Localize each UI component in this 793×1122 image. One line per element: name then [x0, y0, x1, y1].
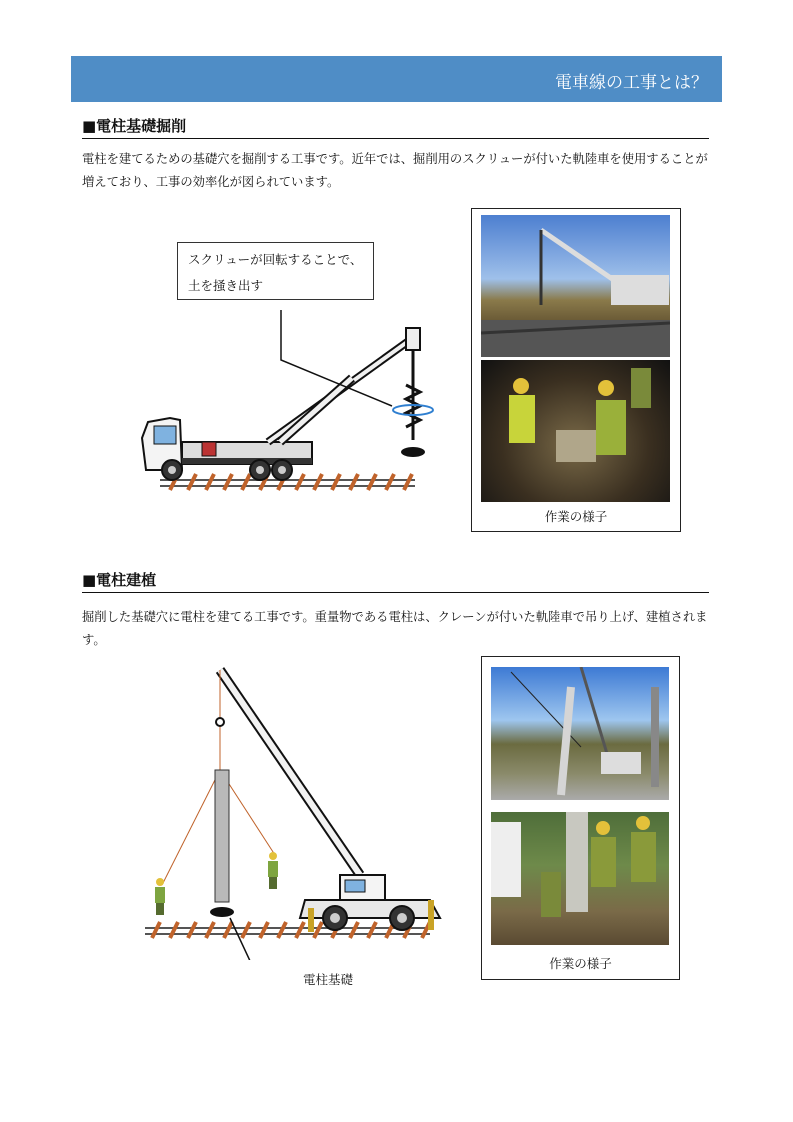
section1-photo-box	[471, 208, 681, 532]
auger-rail-photo	[481, 215, 670, 357]
callout-line1: スクリューが回転することで、	[188, 252, 363, 267]
pole-and-slings	[162, 770, 275, 917]
callout-line2: 土を掻き出す	[188, 278, 264, 293]
screw-callout	[177, 242, 374, 300]
banner-title: 電車線の工事とは？	[555, 73, 708, 93]
pole-erecting-photo	[491, 812, 669, 945]
section2-heading: ■電柱建植	[82, 570, 709, 593]
page-banner	[71, 56, 722, 102]
auger-boom	[268, 328, 433, 457]
rail-track-2	[145, 922, 430, 938]
pole-lifting-photo	[491, 667, 669, 800]
night-work-photo	[481, 360, 670, 502]
foundation-label: 電柱基礎	[303, 972, 354, 987]
crane-boom	[216, 670, 360, 875]
section1-photo-caption: 作業の様子	[544, 509, 608, 524]
auger-truck-diagram	[130, 310, 450, 500]
section2-photo-caption: 作業の様子	[549, 956, 612, 971]
section2-photo-box	[481, 656, 680, 980]
section2-paragraph: 掘削した基礎穴に電柱を建てる工事です。重量物である電柱は、クレーンが付いた軌陸車で吊り上げ、建植されます。	[82, 610, 708, 647]
section1-paragraph: 電柱を建てるための基礎穴を掘削する工事です。近年では、掘削用のスクリューが付いた軌陸車を使用することが増えており、工事の効率化が図られています。	[82, 152, 708, 189]
crane-diagram	[140, 660, 460, 960]
section1-heading: ■電柱基礎掘削	[82, 116, 709, 139]
